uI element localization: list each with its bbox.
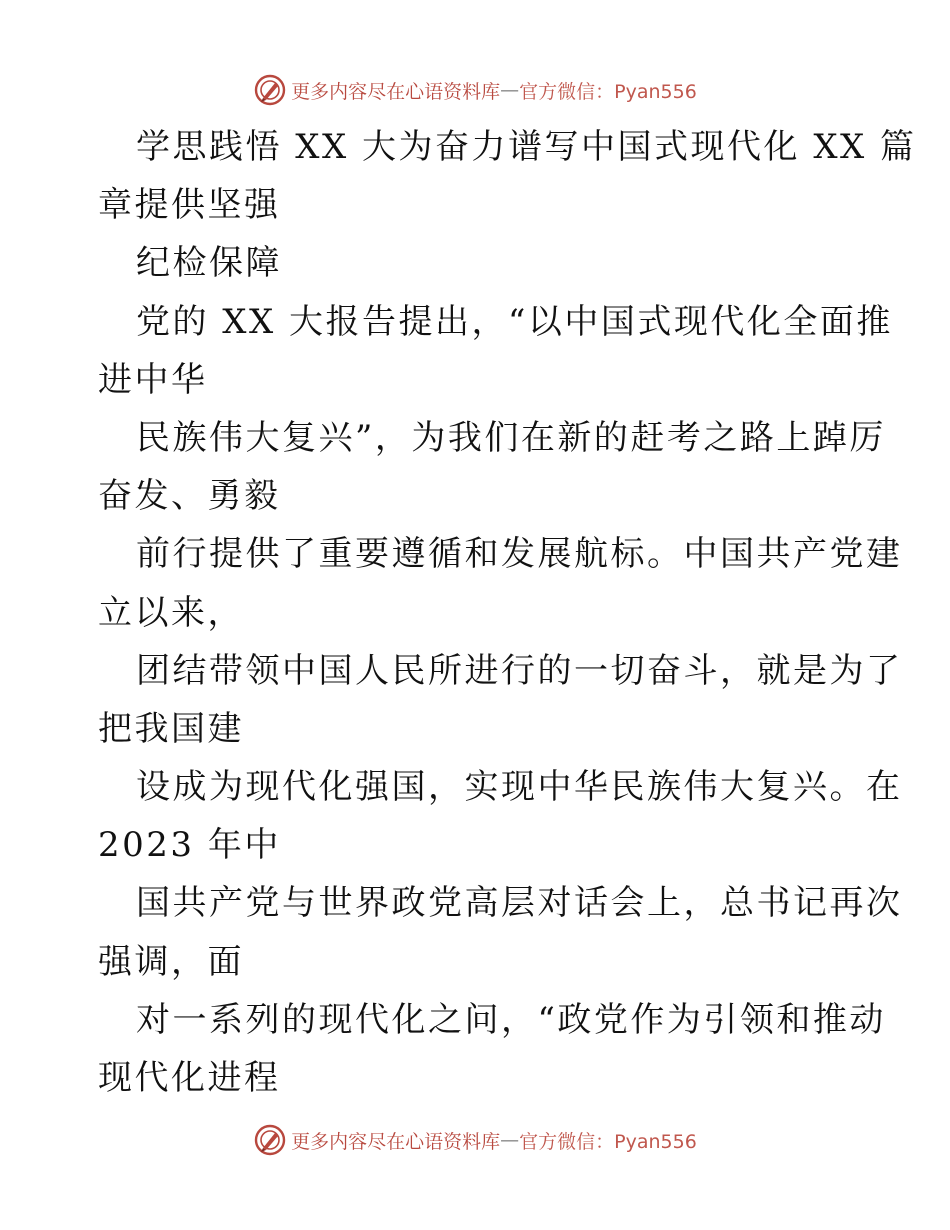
- banner-separator: —: [500, 79, 520, 101]
- document-body: [98, 118, 917, 1107]
- text-line: 团结带领中国人民所进行的一切奋斗，就是为了: [136, 650, 903, 691]
- text-line: 奋发、勇毅: [98, 476, 281, 517]
- banner-site-text: 更多内容尽在心语资料库: [291, 80, 501, 103]
- text-line: 对一系列的现代化之问，“政党作为引领和推动: [136, 999, 886, 1040]
- header-banner: [0, 70, 950, 110]
- text-line: 设成为现代化强国，实现中华民族伟大复兴。在: [136, 767, 903, 808]
- banner-wechat-text: 官方微信：Pyan556: [519, 1130, 697, 1153]
- text-line: 国共产党与世界政党高层对话会上，总书记再次: [136, 883, 903, 924]
- text-line: 纪检保障: [136, 243, 282, 284]
- text-line: 把我国建: [98, 708, 244, 749]
- pen-logo-icon: [253, 73, 287, 107]
- footer-banner: [0, 1120, 950, 1160]
- banner-separator: —: [500, 1129, 520, 1151]
- banner-site-text: 更多内容尽在心语资料库: [291, 1130, 501, 1153]
- text-line: 民族伟大复兴”，为我们在新的赶考之路上踔厉: [136, 417, 886, 458]
- text-line: 前行提供了重要遵循和发展航标。中国共产党建: [136, 534, 903, 575]
- text-line: 2023 年中: [98, 825, 281, 866]
- text-line: 学思践悟 XX 大为奋力谱写中国式现代化 XX 篇: [136, 127, 917, 167]
- text-line: 章提供坚强: [98, 185, 281, 226]
- banner-wechat-text: 官方微信：Pyan556: [519, 80, 697, 103]
- text-line: 强调，面: [98, 941, 244, 982]
- text-line: 立以来，: [98, 592, 244, 633]
- pen-logo-icon: [253, 1123, 287, 1157]
- text-line: 进中华: [98, 359, 208, 400]
- text-line: 党的 XX 大报告提出，“以中国式现代化全面推: [136, 301, 893, 342]
- text-line: 现代化进程: [98, 1058, 281, 1098]
